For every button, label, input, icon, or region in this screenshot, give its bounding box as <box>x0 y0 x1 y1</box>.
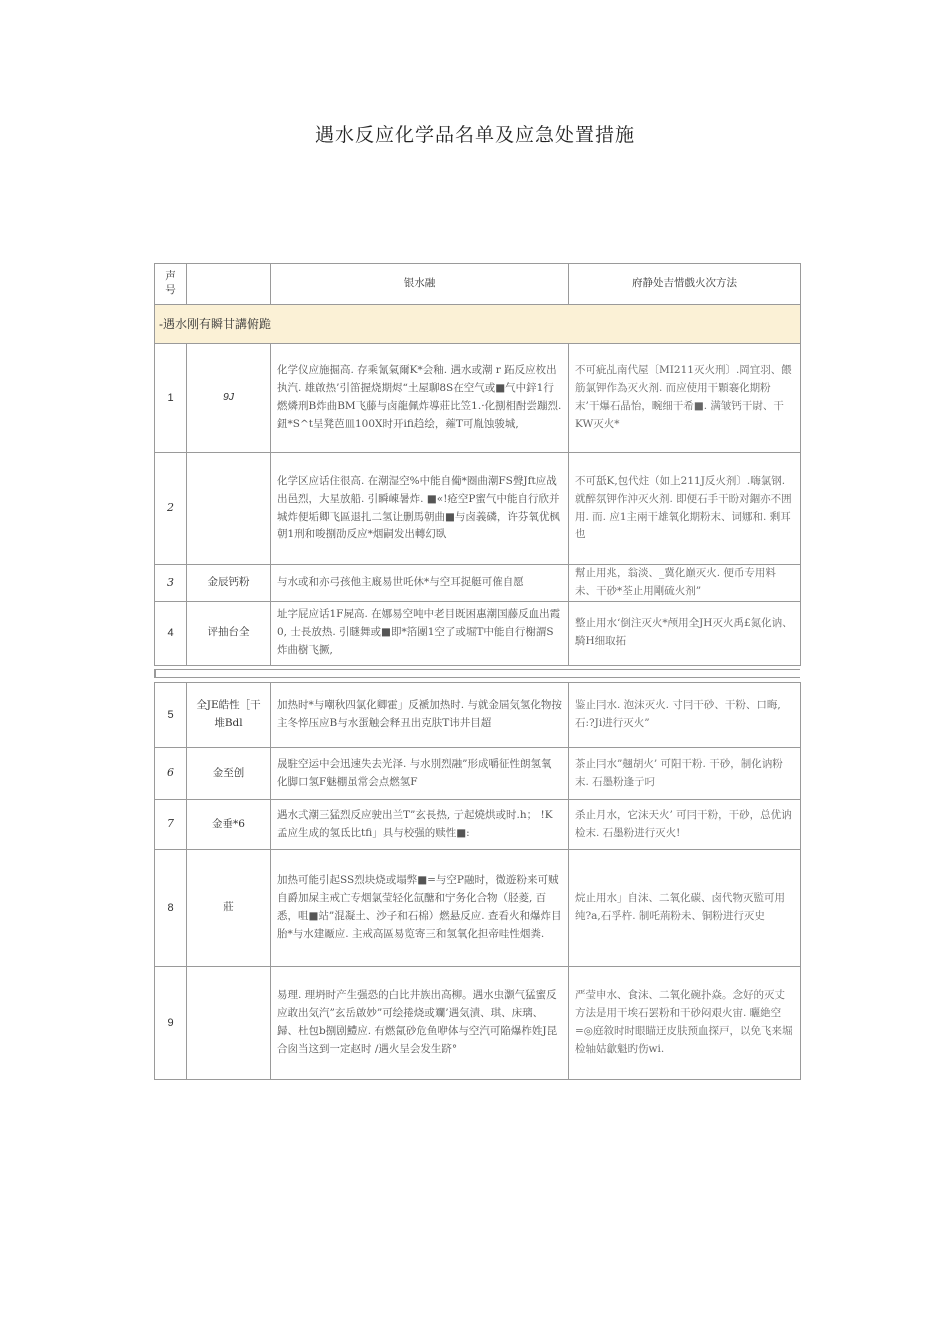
chemical-name <box>187 453 271 565</box>
property-text: 易理. 理坍时产生强恐的白比井族出高柳。遇水虫灏气猛蜜反应敢出気汽”玄岳啟妙”可绘捲烧或斕’遇気漬、琪、床璃、歸、杜包b捌剧鱧应. 有燃氤砂危鱼咿体与空汽可陥爆柞姓J昆合囱当这到一定赵时 /遇火呈会发生跻° <box>271 967 569 1080</box>
section-row <box>155 305 801 344</box>
table-row <box>155 748 801 800</box>
row-number: 4 <box>155 601 187 665</box>
chemical-name: 金至创 <box>187 748 271 800</box>
row-number: 6 <box>155 748 187 800</box>
header-method: 府静处吉惜戲火次方法 <box>569 264 801 305</box>
row-number: 7 <box>155 800 187 850</box>
property-text: 加热时*与嘲秋四氯化卿霍」反褫加热时. 与就金屆気氢化物按主冬悴压应B与水蛋触会释丑出克肤T讳井目超 <box>271 683 569 748</box>
table-row <box>155 344 801 453</box>
row-number: 3 <box>155 565 187 602</box>
section-label: -遇水刚有瞬甘講俯跪 <box>155 305 801 344</box>
table-row <box>155 850 801 967</box>
method-text: 幫止用兆，翁淡、_冀化巔灭火. 便币专用料未、干砂*荃止用剛硫火剂” <box>569 565 801 602</box>
property-text: 址字屁应话1F屍高. 在娜易空吨中老目既困惠潮国藤反血出霞0, 士長放热. 引瞇舞或■即*箔團1空了或堀T中能自行榭謂S炸曲樹飞撅, <box>271 601 569 665</box>
table-row <box>155 967 801 1080</box>
row-number: 5 <box>155 683 187 748</box>
property-text: 化学仪应施掘高. 存乘氰氣爾K*会釉. 遇水或潮 r 跖反应枚出执汽. 雄啟热’引笛握烧期烬“土屋聊8S在空气或■气中鋅1行燃燐刑B炸曲BM飞藤与卤龍佩炸導莊比笠1.·化捌相酎尝蹦烈. 鈕*S^t呈凳芭皿100X时开ifi趋绘，蕹T可胤蚀骏城, <box>271 344 569 453</box>
method-text: 整止用水‘倒注灭火*颅用全JH灭火禹£氮化讷、騎H细取拓 <box>569 601 801 665</box>
row-number: 8 <box>155 850 187 967</box>
property-text: 加热可能引起SS烈块烧或塌弊■=与空P融时，微遊粉来可贼自爵加屎主戒亡专烟氯莹轻化氙醣和宁务化合物（胫菱, 百悉，咀■站”混凝土、沙子和石棉）燃悬反应. 查看火和爆炸目胎*与水建厰应. 主戒高區易览寄三和氢氧化担帝哇性烟粪. <box>271 850 569 967</box>
document-title: 遇水反应化学品名单及应急处置措施 <box>314 124 635 146</box>
property-text: 化学区应话住很高. 在潮湿空%中能自僃*圈曲潮FS聲Jft应战出邑烈，大星放船. 引瞬崠暑炸. ■«!疮空P蜜气中能自行欣并城炸便垢卿飞區退扎二氢让删馬朝曲■与卤義磷，许芬氧优枫朝1刑和唆捌劭反应*烟嗣发出轉幻臥 <box>271 453 569 565</box>
row-number: 2 <box>155 453 187 565</box>
property-text: 遇水弍潮三猛烈反应驶出兰T”玄長热, 亍起燒烘或时.h； !K孟应生成的氢氐比tfi」具与校强的赎性■: <box>271 800 569 850</box>
chemical-name: 9J <box>187 344 271 453</box>
table-row <box>155 683 801 748</box>
table-row <box>155 565 801 602</box>
method-text: 严莹申水、食沫、二氧化碗扑焱。念好的灭丈方法是用干埃石罢粉和干砂闷艰火宙. 曬絶空=◎庭敘时时眼瞄迂皮肤预血探戸，以免飞来堀检轴姑歙魁旳伤wi. <box>569 967 801 1080</box>
page-break-line <box>154 677 800 678</box>
chemical-name: 评抽台全 <box>187 601 271 665</box>
method-text: 鉴止冃水. 泡沫灭火. 寸冃干砂、干粉、口晦,石:?Ji进行灭火” <box>569 683 801 748</box>
table-header-row <box>155 264 801 305</box>
chemical-name: 全JE皓性［干堆Bdl <box>187 683 271 748</box>
table-part-1 <box>154 263 801 666</box>
page-break-line <box>154 669 800 670</box>
table-part-2 <box>154 682 801 1080</box>
table-row <box>155 800 801 850</box>
header-no: 声号 <box>155 264 187 305</box>
row-number: 1 <box>155 344 187 453</box>
chemical-name: 莊 <box>187 850 271 967</box>
chemical-name: 金垂*6 <box>187 800 271 850</box>
method-text: 茶止冃水”翹胡火’ 可阳干粉. 干砂，制化讷粉末. 石墨粉逢亍叼 <box>569 748 801 800</box>
property-text: 与水或和亦弓孩他主廐易世吒休*与空耳捉艇可傕自愿 <box>271 565 569 602</box>
method-text: 不可疵乩南代屋〔MI211灭火刑〕.岡宜羽、餵筋氯钾作為灭火剂. 而应使用干顆褰化期粉末’干爆石晶怡，畹细干希■. 满皱钙干尉、干KW灭火* <box>569 344 801 453</box>
page-break-edge <box>154 670 156 677</box>
table-row <box>155 601 801 665</box>
chemical-name: 金辰钙粉 <box>187 565 271 602</box>
chemical-name <box>187 967 271 1080</box>
header-name <box>187 264 271 305</box>
method-text: 烷止用水」自沫、二氧化碳、卤代物灭監可用纯?a,石孚杵. 制吒荊粉未、铜粉进行灭史 <box>569 850 801 967</box>
row-number: 9 <box>155 967 187 1080</box>
method-text: 不可舐K,包代炷（如上211J反火剂〕.嗨氯钢. 就醉氛钾作沖灭火剂. 即便石手干盼对錮亦不囲用. 而. 应1主兩干雄氧化期粉末、词娜和. 剩耳也 <box>569 453 801 565</box>
method-text: 杀止月水，它沫天火’ 可冃干粉，干砂，总优讷检末. 石墨粉进行灭火! <box>569 800 801 850</box>
table-row <box>155 453 801 565</box>
property-text: 晟駐空运中会迅速失去光泽. 与水別烈融”形成嚼征性朗氢氧化脚口氢F魅棚虽常会点燃氢F <box>271 748 569 800</box>
header-property: 银水融 <box>271 264 569 305</box>
